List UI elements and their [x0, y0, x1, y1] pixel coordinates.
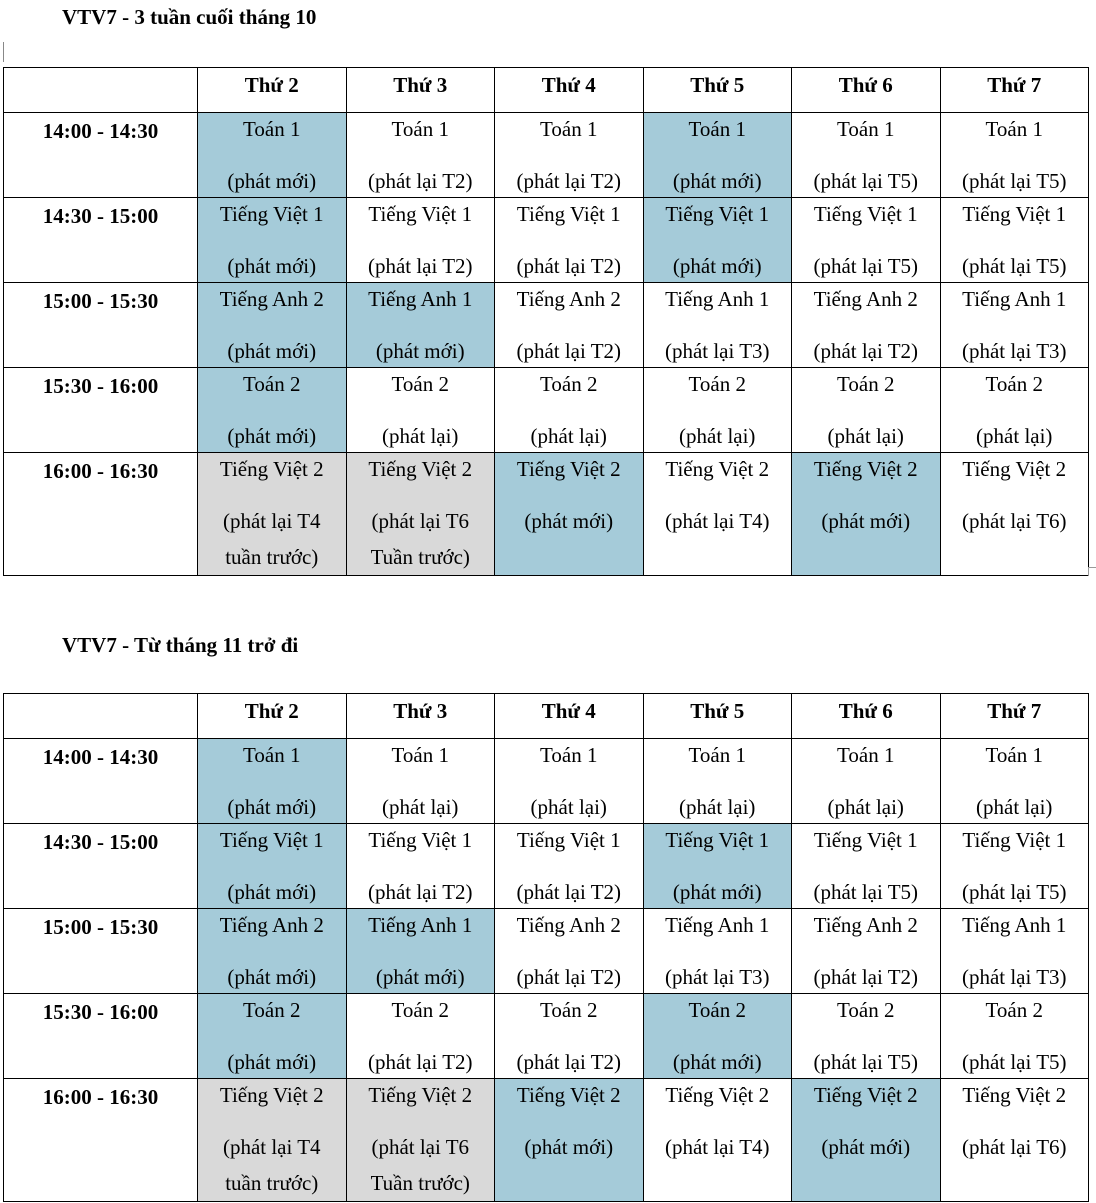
schedule-cell — [198, 283, 347, 368]
schedule-cell — [643, 1079, 792, 1202]
schedule-cell — [643, 909, 792, 994]
program-name: Tiếng Anh 2 — [813, 287, 918, 311]
time-slot-cell: 15:30 - 16:00 — [4, 994, 198, 1079]
broadcast-note: (phát lại T6 — [371, 509, 470, 533]
schedule-cell — [495, 824, 644, 909]
program-name: Tiếng Việt 2 — [813, 1083, 918, 1107]
schedule-cell — [198, 994, 347, 1079]
program-name: Toán 2 — [243, 998, 301, 1022]
table-row — [4, 994, 1089, 1079]
broadcast-note: (phát lại T2) — [516, 254, 622, 278]
schedule-cell — [346, 909, 495, 994]
header-cell — [4, 68, 198, 113]
schedule-cell — [346, 994, 495, 1079]
header-cell: Thứ 2 — [198, 694, 347, 739]
program-name: Tiếng Việt 2 — [665, 1083, 770, 1107]
program-name: Toán 2 — [391, 372, 449, 396]
header-cell: Thứ 3 — [346, 68, 495, 113]
header-cell: Thứ 6 — [792, 68, 941, 113]
program-name: Tiếng Việt 1 — [962, 828, 1067, 852]
broadcast-note: (phát lại T3) — [664, 965, 770, 989]
section1-title: VTV7 - 3 tuần cuối tháng 10 — [62, 5, 317, 29]
program-name: Tiếng Việt 1 — [219, 828, 324, 852]
program-name: Toán 2 — [243, 372, 301, 396]
broadcast-note: (phát lại T4 — [222, 1135, 321, 1159]
broadcast-note: (phát mới) — [672, 880, 762, 904]
schedule-table-november — [3, 693, 1089, 1202]
broadcast-note: (phát lại T6) — [961, 509, 1067, 533]
broadcast-note: (phát lại T2) — [516, 169, 622, 193]
schedule-cell — [198, 824, 347, 909]
broadcast-note: (phát lại) — [530, 795, 607, 819]
broadcast-note: (phát lại T2) — [516, 880, 622, 904]
program-name: Toán 1 — [837, 743, 895, 767]
broadcast-note: (phát lại T6) — [961, 1135, 1067, 1159]
schedule-cell — [940, 368, 1089, 453]
schedule-cell — [643, 453, 792, 576]
broadcast-note: (phát mới) — [227, 169, 317, 193]
schedule-cell — [792, 994, 941, 1079]
broadcast-note: (phát lại T5) — [961, 1050, 1067, 1074]
schedule-cell — [940, 994, 1089, 1079]
table-row — [4, 909, 1089, 994]
broadcast-note: (phát mới) — [227, 339, 317, 363]
program-name: Tiếng Việt 1 — [813, 202, 918, 226]
schedule-cell — [495, 453, 644, 576]
broadcast-note: (phát lại T2) — [516, 1050, 622, 1074]
broadcast-note: (phát mới) — [375, 339, 465, 363]
schedule-cell — [198, 909, 347, 994]
table-resize-handle-icon[interactable] — [1088, 567, 1096, 576]
broadcast-note: (phát lại) — [530, 424, 607, 448]
program-name: Tiếng Việt 2 — [813, 457, 918, 481]
program-name: Toán 1 — [391, 117, 449, 141]
program-name: Toán 2 — [540, 372, 598, 396]
broadcast-note: (phát lại T5) — [813, 1050, 919, 1074]
program-name: Tiếng Việt 2 — [219, 457, 324, 481]
broadcast-note: (phát mới) — [524, 1135, 614, 1159]
broadcast-note: (phát mới) — [524, 509, 614, 533]
program-name: Tiếng Việt 1 — [813, 828, 918, 852]
broadcast-note: tuần trước) — [225, 545, 319, 569]
program-name: Tiếng Anh 1 — [368, 287, 473, 311]
time-slot-cell: 14:30 - 15:00 — [4, 198, 198, 283]
program-name: Toán 1 — [688, 743, 746, 767]
program-name: Tiếng Việt 2 — [962, 1083, 1067, 1107]
table-row — [4, 1079, 1089, 1202]
program-name: Toán 2 — [688, 372, 746, 396]
broadcast-note: (phát lại T5) — [813, 254, 919, 278]
schedule-cell — [792, 198, 941, 283]
header-cell: Thứ 6 — [792, 694, 941, 739]
header-cell: Thứ 4 — [495, 694, 644, 739]
broadcast-note: (phát mới) — [227, 424, 317, 448]
program-name: Tiếng Anh 1 — [665, 913, 770, 937]
header-cell — [4, 694, 198, 739]
schedule-table-october — [3, 67, 1089, 576]
broadcast-note: (phát lại) — [827, 424, 904, 448]
time-slot-cell: 14:00 - 14:30 — [4, 113, 198, 198]
program-name: Toán 1 — [243, 117, 301, 141]
program-name: Toán 1 — [837, 117, 895, 141]
broadcast-note: (phát lại T3) — [961, 339, 1067, 363]
time-slot-cell: 14:30 - 15:00 — [4, 824, 198, 909]
broadcast-note: (phát mới) — [227, 880, 317, 904]
program-name: Toán 1 — [540, 117, 598, 141]
broadcast-note: (phát mới) — [227, 254, 317, 278]
program-name: Toán 1 — [688, 117, 746, 141]
broadcast-note: (phát lại) — [382, 795, 459, 819]
program-name: Tiếng Việt 2 — [516, 457, 621, 481]
program-name: Tiếng Việt 2 — [665, 457, 770, 481]
broadcast-note: Tuần trước) — [370, 545, 470, 569]
program-name: Tiếng Anh 1 — [962, 913, 1067, 937]
program-name: Toán 2 — [391, 998, 449, 1022]
schedule-cell — [198, 113, 347, 198]
schedule-cell — [940, 824, 1089, 909]
schedule-cell — [198, 368, 347, 453]
program-name: Tiếng Anh 2 — [516, 913, 621, 937]
schedule-cell — [643, 824, 792, 909]
schedule-cell — [940, 909, 1089, 994]
program-name: Tiếng Việt 2 — [516, 1083, 621, 1107]
broadcast-note: (phát lại T5) — [813, 880, 919, 904]
schedule-cell — [792, 113, 941, 198]
header-cell: Thứ 4 — [495, 68, 644, 113]
schedule-cell — [643, 994, 792, 1079]
schedule-cell — [643, 739, 792, 824]
header-cell: Thứ 3 — [346, 694, 495, 739]
schedule-cell — [643, 368, 792, 453]
table-header-row — [4, 694, 1089, 739]
program-name: Tiếng Việt 1 — [516, 202, 621, 226]
broadcast-note: (phát lại) — [976, 424, 1053, 448]
program-name: Tiếng Việt 2 — [962, 457, 1067, 481]
broadcast-note: (phát lại) — [382, 424, 459, 448]
schedule-cell — [940, 453, 1089, 576]
broadcast-note: (phát lại T5) — [961, 254, 1067, 278]
broadcast-note: (phát lại T4) — [664, 1135, 770, 1159]
schedule-cell — [495, 198, 644, 283]
schedule-cell — [643, 283, 792, 368]
time-slot-cell: 15:00 - 15:30 — [4, 909, 198, 994]
broadcast-note: (phát lại T2) — [813, 965, 919, 989]
schedule-cell — [198, 1079, 347, 1202]
broadcast-note: (phát lại) — [679, 795, 756, 819]
program-name: Tiếng Việt 2 — [368, 1083, 473, 1107]
schedule-cell — [346, 824, 495, 909]
program-name: Tiếng Anh 1 — [368, 913, 473, 937]
header-cell: Thứ 7 — [940, 694, 1089, 739]
broadcast-note: (phát lại T2) — [516, 339, 622, 363]
program-name: Tiếng Việt 2 — [368, 457, 473, 481]
program-name: Tiếng Anh 1 — [665, 287, 770, 311]
broadcast-note: (phát mới) — [227, 1050, 317, 1074]
broadcast-note: (phát mới) — [672, 169, 762, 193]
program-name: Toán 1 — [540, 743, 598, 767]
program-name: Toán 1 — [985, 117, 1043, 141]
broadcast-note: (phát mới) — [821, 1135, 911, 1159]
program-name: Toán 1 — [985, 743, 1043, 767]
schedule-cell — [792, 739, 941, 824]
schedule-cell — [940, 283, 1089, 368]
program-name: Toán 1 — [243, 743, 301, 767]
broadcast-note: (phát lại T2) — [813, 339, 919, 363]
broadcast-note: (phát lại T4 — [222, 509, 321, 533]
broadcast-note: Tuần trước) — [370, 1171, 470, 1195]
broadcast-note: (phát lại T2) — [367, 254, 473, 278]
schedule-cell — [643, 113, 792, 198]
time-slot-cell: 14:00 - 14:30 — [4, 739, 198, 824]
time-slot-cell: 16:00 - 16:30 — [4, 1079, 198, 1202]
table-row — [4, 824, 1089, 909]
program-name: Tiếng Việt 1 — [368, 828, 473, 852]
broadcast-note: (phát mới) — [672, 254, 762, 278]
schedule-cell — [346, 739, 495, 824]
schedule-cell — [792, 283, 941, 368]
broadcast-note: (phát mới) — [672, 1050, 762, 1074]
table-row — [4, 113, 1089, 198]
time-slot-cell: 16:00 - 16:30 — [4, 453, 198, 576]
table-row — [4, 739, 1089, 824]
header-cell: Thứ 5 — [643, 68, 792, 113]
program-name: Tiếng Việt 1 — [665, 202, 770, 226]
schedule-cell — [792, 909, 941, 994]
schedule-cell — [792, 368, 941, 453]
schedule-cell — [495, 368, 644, 453]
schedule-cell — [495, 994, 644, 1079]
program-name: Tiếng Anh 2 — [219, 913, 324, 937]
program-name: Tiếng Anh 2 — [516, 287, 621, 311]
broadcast-note: (phát lại T3) — [961, 965, 1067, 989]
schedule-cell — [495, 113, 644, 198]
table-row — [4, 368, 1089, 453]
broadcast-note: (phát lại T6 — [371, 1135, 470, 1159]
broadcast-note: (phát lại) — [679, 424, 756, 448]
schedule-cell — [346, 198, 495, 283]
broadcast-note: (phát lại T2) — [516, 965, 622, 989]
program-name: Tiếng Anh 1 — [962, 287, 1067, 311]
broadcast-note: (phát lại T2) — [367, 880, 473, 904]
broadcast-note: (phát mới) — [375, 965, 465, 989]
schedule-cell — [643, 198, 792, 283]
schedule-cell — [346, 453, 495, 576]
table-row — [4, 198, 1089, 283]
schedule-cell — [495, 739, 644, 824]
broadcast-note: (phát mới) — [227, 795, 317, 819]
text-cursor-icon — [3, 42, 4, 62]
program-name: Toán 2 — [837, 372, 895, 396]
program-name: Tiếng Việt 2 — [219, 1083, 324, 1107]
time-slot-cell: 15:30 - 16:00 — [4, 368, 198, 453]
schedule-cell — [792, 1079, 941, 1202]
schedule-cell — [792, 453, 941, 576]
broadcast-note: tuần trước) — [225, 1171, 319, 1195]
schedule-cell — [940, 113, 1089, 198]
schedule-cell — [346, 368, 495, 453]
header-cell: Thứ 7 — [940, 68, 1089, 113]
program-name: Tiếng Anh 2 — [219, 287, 324, 311]
broadcast-note: (phát lại) — [976, 795, 1053, 819]
schedule-cell — [495, 283, 644, 368]
schedule-cell — [940, 1079, 1089, 1202]
schedule-cell — [792, 824, 941, 909]
schedule-cell — [198, 198, 347, 283]
program-name: Toán 2 — [985, 372, 1043, 396]
program-name: Toán 2 — [837, 998, 895, 1022]
program-name: Tiếng Việt 1 — [219, 202, 324, 226]
schedule-cell — [198, 453, 347, 576]
time-slot-cell: 15:00 - 15:30 — [4, 283, 198, 368]
broadcast-note: (phát lại T4) — [664, 509, 770, 533]
schedule-cell — [495, 909, 644, 994]
program-name: Toán 2 — [688, 998, 746, 1022]
program-name: Tiếng Việt 1 — [962, 202, 1067, 226]
broadcast-note: (phát lại) — [827, 795, 904, 819]
section2-title: VTV7 - Từ tháng 11 trở đi — [62, 633, 299, 657]
schedule-cell — [940, 739, 1089, 824]
program-name: Toán 1 — [391, 743, 449, 767]
broadcast-note: (phát mới) — [227, 965, 317, 989]
header-cell: Thứ 5 — [643, 694, 792, 739]
schedule-cell — [495, 1079, 644, 1202]
program-name: Tiếng Anh 2 — [813, 913, 918, 937]
schedule-cell — [346, 1079, 495, 1202]
program-name: Toán 2 — [540, 998, 598, 1022]
table-header-row — [4, 68, 1089, 113]
program-name: Tiếng Việt 1 — [665, 828, 770, 852]
program-name: Tiếng Việt 1 — [516, 828, 621, 852]
program-name: Tiếng Việt 1 — [368, 202, 473, 226]
broadcast-note: (phát mới) — [821, 509, 911, 533]
schedule-cell — [940, 198, 1089, 283]
broadcast-note: (phát lại T3) — [664, 339, 770, 363]
broadcast-note: (phát lại T5) — [961, 880, 1067, 904]
schedule-cell — [346, 283, 495, 368]
schedule-cell — [198, 739, 347, 824]
broadcast-note: (phát lại T5) — [813, 169, 919, 193]
broadcast-note: (phát lại T2) — [367, 169, 473, 193]
header-cell: Thứ 2 — [198, 68, 347, 113]
schedule-cell — [346, 113, 495, 198]
program-name: Toán 2 — [985, 998, 1043, 1022]
broadcast-note: (phát lại T2) — [367, 1050, 473, 1074]
table-row — [4, 453, 1089, 576]
broadcast-note: (phát lại T5) — [961, 169, 1067, 193]
table-row — [4, 283, 1089, 368]
